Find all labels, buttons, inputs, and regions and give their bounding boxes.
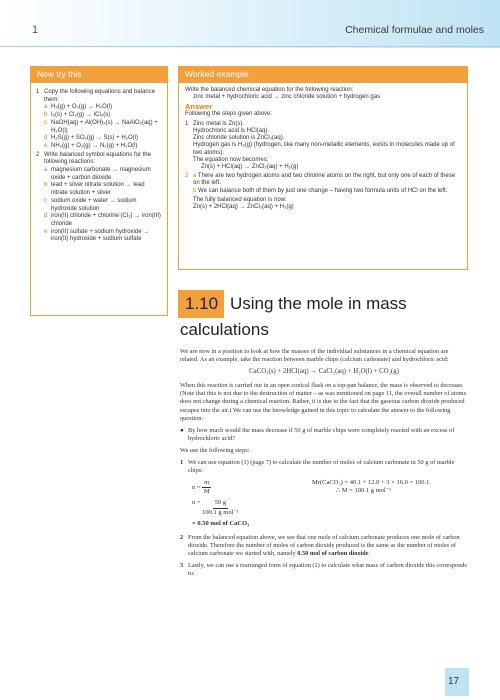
question-1 <box>36 89 162 104</box>
step-2b-text: b We can balance both of them by just one change – having two formula units of HCl on the left. <box>193 187 448 194</box>
worked-intro: Write the balanced chemical equation for the following reaction: <box>185 87 354 93</box>
step-1-lines <box>193 121 461 171</box>
question-2 <box>36 152 162 167</box>
molar-mass-calc: Mr(CaCO₃) = 40.1 + 12.0 + 3 × 16.0 = 100.1 ∴ M = 100.1 g mol⁻¹ <box>312 479 430 495</box>
answer-follow: Following the steps given above: <box>185 110 273 117</box>
sub-question-letter: e <box>44 228 48 235</box>
section-number: 1.10 <box>185 294 219 313</box>
sub-question <box>44 120 162 135</box>
sub-question <box>44 229 162 244</box>
step-1-line: The equation now becomes: <box>193 156 269 163</box>
step-text: Lastly, we can use a rearranged form of equation (1) to calculate what mass of carbon dioxide this corresponds to: <box>188 561 467 578</box>
answer-step-1 <box>185 121 461 171</box>
sub-question <box>44 213 162 228</box>
mole-fraction: $\frac{m}{M}$ <box>203 479 210 496</box>
header-rule <box>0 46 500 47</box>
sub-question-text: sodium oxide + water → sodium hydroxide solution <box>51 197 137 212</box>
substitution-fraction: $\frac{50 g}{\text{100.1 g mol⁻¹}}$ <box>202 499 239 516</box>
sub-question-letter: a <box>44 104 48 111</box>
sub-question-text: H₂(g) + O₂(g) → H₂O(l) <box>51 104 113 111</box>
bullet-icon: ● <box>180 426 184 434</box>
sub-question-letter: d <box>44 135 48 142</box>
answer-step-2a <box>185 173 461 187</box>
calc-step-1 <box>180 459 468 475</box>
sub-question-letter: b <box>44 112 48 119</box>
sub-question-text: lead + silver nitrate solution → lead nitrate solution + silver <box>51 182 145 197</box>
sub-question <box>44 182 162 197</box>
sub-question-text: magnesium carbonate → magnesium oxide + carbon dioxide <box>51 167 151 181</box>
running-title: Chemical formulae and moles <box>345 24 484 36</box>
sub-question-letter: a <box>44 167 48 174</box>
sub-question <box>44 167 162 182</box>
sub-question-letter: c <box>44 119 47 126</box>
calc-substitution-row: n = $\frac{50 g}{\text{100.1 g mol⁻¹}}$ <box>192 499 239 516</box>
now-try-body <box>31 83 167 244</box>
step-number: 2 <box>185 173 189 180</box>
sub-question-text: I₂(s) + Cl₂(g) → ICl₃(s) <box>51 112 111 119</box>
sub-question-letter: e <box>44 142 48 149</box>
sub-question-text: iron(II) sulfate + sodium hydroxide → iron(II) hydroxide + sodium sulfate <box>51 228 150 243</box>
step-1-line: Zinc metal is Zn(s). <box>193 120 245 127</box>
sub-question <box>44 143 162 151</box>
paragraph-intro: We are now in a position to look at how the masses of the individual substances in a chemical equation are related. As an example, take the reaction between marble chips (calcium carbonate) and hydrochloric acid: <box>180 348 449 364</box>
worked-example-box <box>178 66 468 270</box>
question-bullet <box>180 427 468 443</box>
step-number: 1 <box>185 120 189 127</box>
sub-question-text: NaOH(aq) + Al(OH)₃(s) → NaAlO₂(aq) + H₂O(l) <box>51 119 158 134</box>
main-text <box>180 348 468 582</box>
bullet-text: By how much would the mass decrease if 50 g of marble chips were completely reacted with an excess of hydrochloric acid? <box>188 426 455 442</box>
paragraph-observation: When this reaction is carried out in an open conical flask on a top-pan balance, the mass is observed to decrease. (Note that this is not due to the destruction of matter – as was mentioned on page 11, the overall number of atoms does not change during a chemical reaction. Rather, it is due to the fact that the gaseous carbon dioxide produced escapes into the air.) We can use the knowledge gained in this topic to calculate the answer to the following question: <box>180 382 467 422</box>
calc-formula-row <box>192 479 468 496</box>
step-2a-text: a There are two hydrogen atoms and two chlorine atoms on the right, but only one of each of these on the left. <box>193 173 456 187</box>
question-number: 1 <box>36 89 40 95</box>
sub-question <box>44 198 162 213</box>
step-1-line: Hydrogen gas is H₂(g) (hydrogen, like many non-metallic elements, exists in molecules made up of two atoms). <box>193 142 455 156</box>
calc-step-3 <box>180 562 468 578</box>
worked-example-body <box>179 83 467 215</box>
section-title-line2: calculations <box>180 320 269 339</box>
step-number: 2 <box>180 533 184 541</box>
answer-heading: Answer <box>185 102 213 112</box>
step-1-line: Zn(s) + HCl(aq) → ZnCl₂(aq) + H₂(g) <box>201 164 299 171</box>
final-intro: The fully balanced equation is now: <box>193 196 287 203</box>
step-text: We can use equation (1) (page 7) to calculate the number of moles of calcium carbonate in 50 g of marble chips: <box>188 459 455 475</box>
sub-question-text: NH₃(g) + O₂(g) → N₂(g) + H₂O(l) <box>51 142 138 149</box>
sub-question-text: H₂S(g) + SO₂(g) → S(s) + H₂O(l) <box>51 135 138 142</box>
sub-question <box>44 135 162 143</box>
sub-question-letter: c <box>44 197 47 204</box>
now-try-box <box>30 66 168 316</box>
question-text: Copy the following equations and balance them: <box>44 89 156 103</box>
question-text: Write balanced symbol equations for the following reactions: <box>44 151 151 166</box>
chapter-number: 1 <box>32 24 39 36</box>
answer-step-2b <box>185 188 461 195</box>
calc-result: = 0.50 mol of CaCO₃ <box>192 519 250 527</box>
steps-intro: We use the following steps: <box>180 446 250 454</box>
worked-example-title: Worked example <box>179 67 467 83</box>
calc-step-2 <box>180 534 468 558</box>
step-text: From the balanced equation above, we see that one mole of calcium carbonate produces one mole of carbon dioxide. Therefore the number of moles of carbon dioxide produced is the same as the number of moles of calcium carbonate we started with, namely 0.50 mol of carbon dioxide. <box>188 533 460 557</box>
final-equation: Zn(s) + 2HCl(aq) → ZnCl₂(aq) + H₂(g) <box>193 204 294 211</box>
question-number: 2 <box>36 151 40 158</box>
sub-question-letter: b <box>44 182 48 189</box>
step-1-line: Hydrochloric acid is HCl(aq). <box>193 128 270 135</box>
page-number: 17 <box>448 676 460 687</box>
sub-question-text: iron(II) chloride + chlorine (Cl₂) → iron(III) chloride <box>51 213 161 227</box>
step-number: 1 <box>180 459 184 467</box>
sub-question-letter: d <box>44 213 48 220</box>
step-number: 3 <box>180 561 184 569</box>
worked-reaction: zinc metal + hydrochloric acid → zinc chloride solution + hydrogen gas <box>193 94 381 101</box>
section-title-line1: Using the mole in mass <box>230 294 407 313</box>
sub-question <box>44 104 162 112</box>
step-1-line: Zinc chloride solution is ZnCl₂(aq). <box>193 135 285 142</box>
now-try-title: Now try this <box>31 67 167 83</box>
equation-calcium-carbonate: CaCO₃(s) + 2HCl(aq) → CaCl₂(aq) + H₂O(l) + CO₂(g) <box>249 368 399 376</box>
mole-formula: n = $\frac{m}{M}$ <box>192 479 210 496</box>
sub-question <box>44 112 162 120</box>
